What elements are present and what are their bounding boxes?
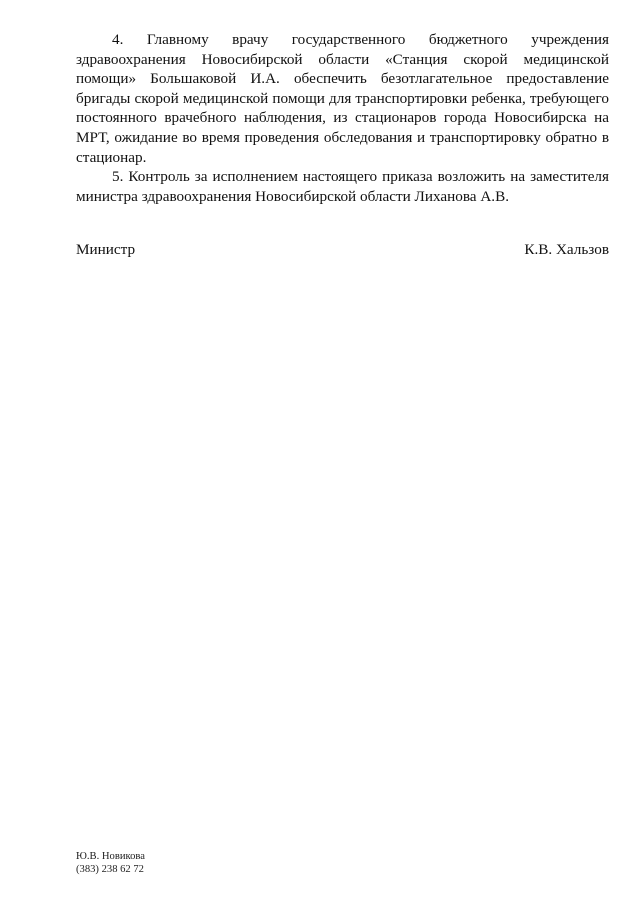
signature-block bbox=[76, 240, 609, 260]
executor-name: Ю.В. Новикова bbox=[76, 851, 145, 862]
document-body bbox=[76, 30, 609, 206]
signatory-position: Министр bbox=[76, 241, 136, 258]
paragraph-item-4: 4. Главному врачу государственного бюджетного учреждения здравоохранения Новосибирской области «Станция скорой медицинской помощи» Большаковой И.А. обеспечить безотлагательное предоставление бригады скорой медицинской помощи для транспортировки ребенка, требующего постоянного врачебного наблюдения, из стационаров города Новосибирска на МРТ, ожидание во время проведения обследования и транспортировку обратно в стационар. bbox=[76, 31, 609, 166]
executor-block bbox=[76, 850, 145, 876]
paragraph-item-5: 5. Контроль за исполнением настоящего приказа возложить на заместителя министра здравоохранения Новосибирской области Лиханова А.В. bbox=[76, 168, 609, 205]
signatory-name: К.В. Хальзов bbox=[524, 241, 609, 258]
executor-phone: (383) 238 62 72 bbox=[76, 864, 144, 875]
